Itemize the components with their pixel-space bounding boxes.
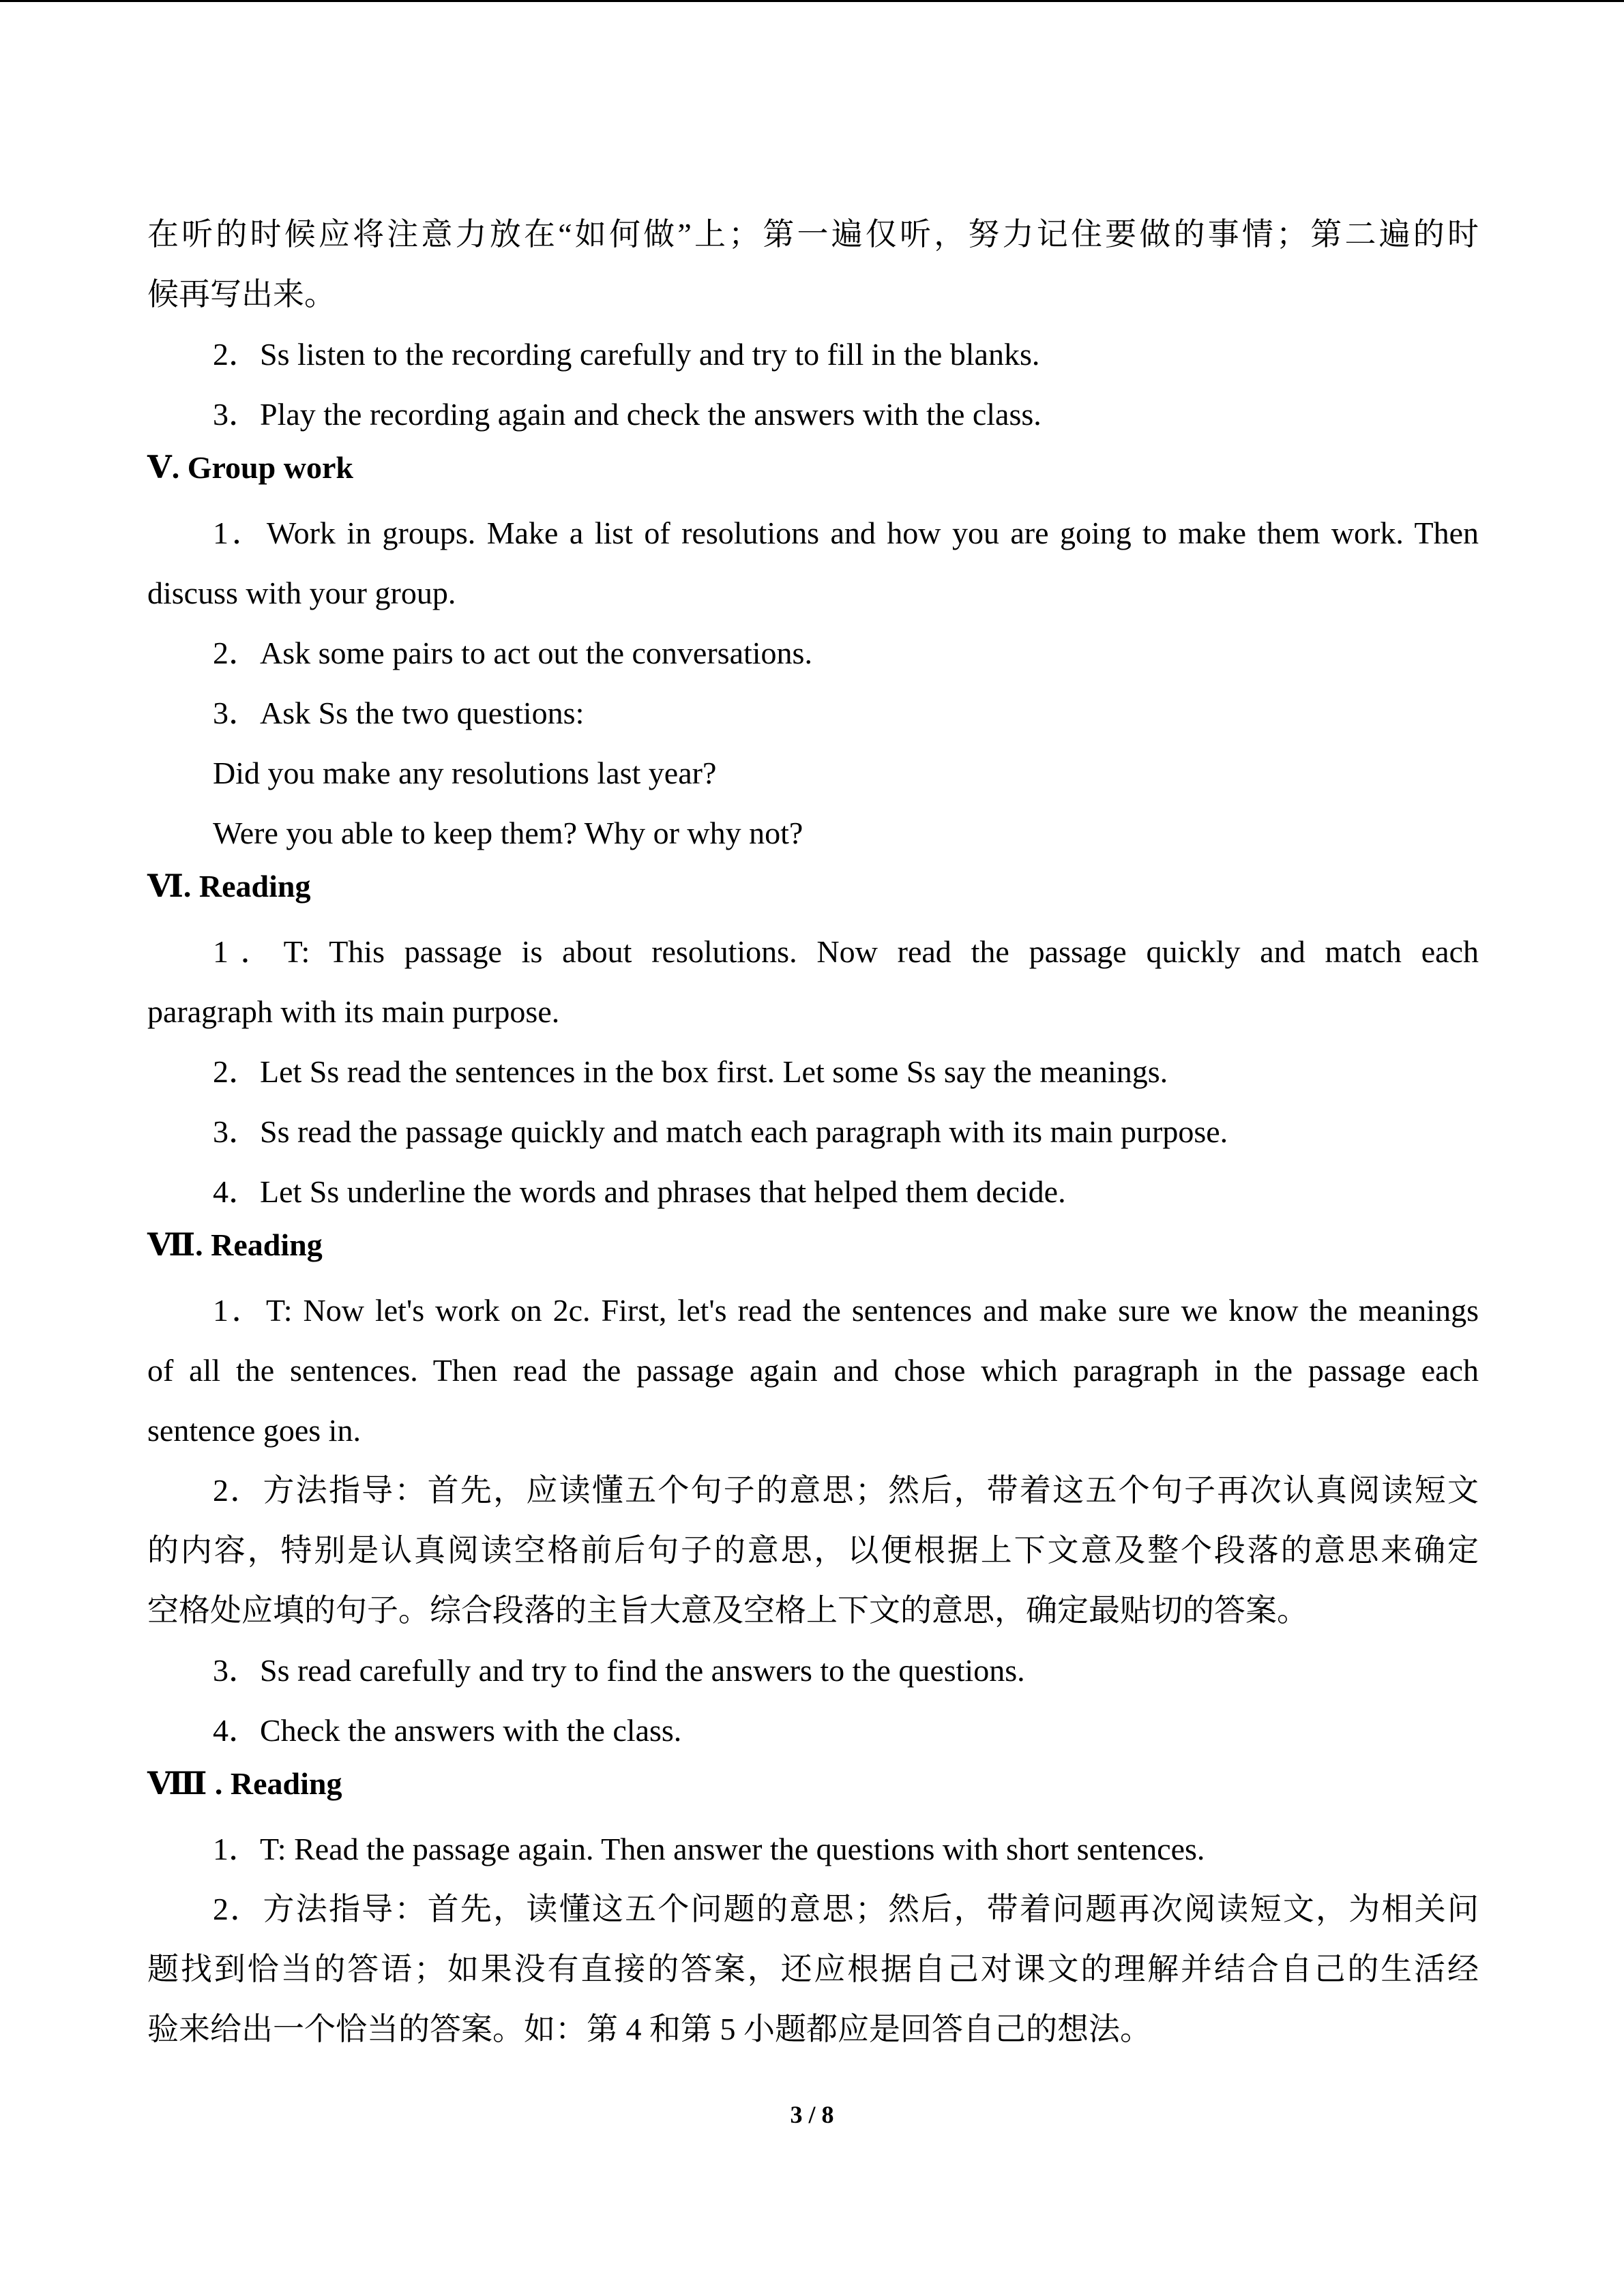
list-item: 1．T: This passage is about resolutions. Now read the passage quickly and match each (213, 934, 1479, 969)
paragraph-line: 在听的时候应将注意力放在“如何做”上；第一遍仅听，努力记住要做的事情；第二遍的时 (147, 217, 1479, 252)
document-body (147, 205, 1479, 2059)
paragraph-line: sentence goes in. (147, 1413, 361, 1448)
paragraph-line: 候再写出来。 (147, 277, 336, 312)
list-item: 2．Let Ss read the sentences in the box first. Let some Ss say the meanings. (213, 1054, 1168, 1089)
list-item: 1．Work in groups. Make a list of resolutions and how you are going to make them work. Then (213, 516, 1479, 550)
paragraph-line: 验来给出一个恰当的答案。如：第 4 和第 5 小题都应是回答自己的想法。 (147, 2012, 1151, 2046)
list-item: 3．Ss read carefully and try to find the answers to the questions. (213, 1653, 1025, 1688)
list-item: 3．Ask Ss the two questions: (213, 696, 585, 730)
page-number: 3 / 8 (790, 2101, 834, 2128)
list-item: 1．T: Now let's work on 2c. First, let's read the sentences and make sure we know the meanings (213, 1293, 1479, 1328)
section-heading-group-work: Ⅴ. Group work (147, 450, 353, 485)
list-item: 3．Play the recording again and check the answers with the class. (213, 397, 1042, 432)
section-heading-reading-8: Ⅷ . Reading (147, 1766, 342, 1801)
section-heading-reading-7: Ⅶ. Reading (147, 1227, 323, 1262)
paragraph-line: 空格处应填的句子。综合段落的主旨大意及空格上下文的意思，确定最贴切的答案。 (147, 1593, 1308, 1628)
list-item: 1．T: Read the passage again. Then answer the questions with short sentences. (213, 1832, 1205, 1866)
list-item: 2．方法指导：首先，应读懂五个句子的意思；然后，带着这五个句子再次认真阅读短文 (213, 1473, 1479, 1508)
list-item: 2．方法指导：首先，读懂这五个问题的意思；然后，带着问题再次阅读短文，为相关问 (213, 1892, 1479, 1926)
question-line: Were you able to keep them? Why or why not? (213, 816, 803, 850)
paragraph-line: paragraph with its main purpose. (147, 994, 560, 1029)
paragraph-line: 的内容，特别是认真阅读空格前后句子的意思，以便根据上下文意及整个段落的意思来确定 (147, 1533, 1479, 1568)
list-item: 4．Check the answers with the class. (213, 1713, 682, 1748)
list-item: 3．Ss read the passage quickly and match each paragraph with its main purpose. (213, 1114, 1228, 1149)
list-item: 4．Let Ss underline the words and phrases that helped them decide. (213, 1174, 1066, 1209)
section-heading-reading-6: Ⅵ. Reading (147, 869, 311, 904)
paragraph-line: 题找到恰当的答语；如果没有直接的答案，还应根据自己对课文的理解并结合自己的生活经 (147, 1952, 1479, 1986)
list-item: 2．Ss listen to the recording carefully and try to fill in the blanks. (213, 337, 1040, 372)
page-top-border (0, 0, 1624, 2)
paragraph-line: discuss with your group. (147, 576, 456, 610)
paragraph-line: of all the sentences. Then read the passage again and chose which paragraph in the passage each (147, 1353, 1479, 1388)
list-item: 2．Ask some pairs to act out the conversations. (213, 636, 812, 670)
question-line: Did you make any resolutions last year? (213, 756, 717, 790)
